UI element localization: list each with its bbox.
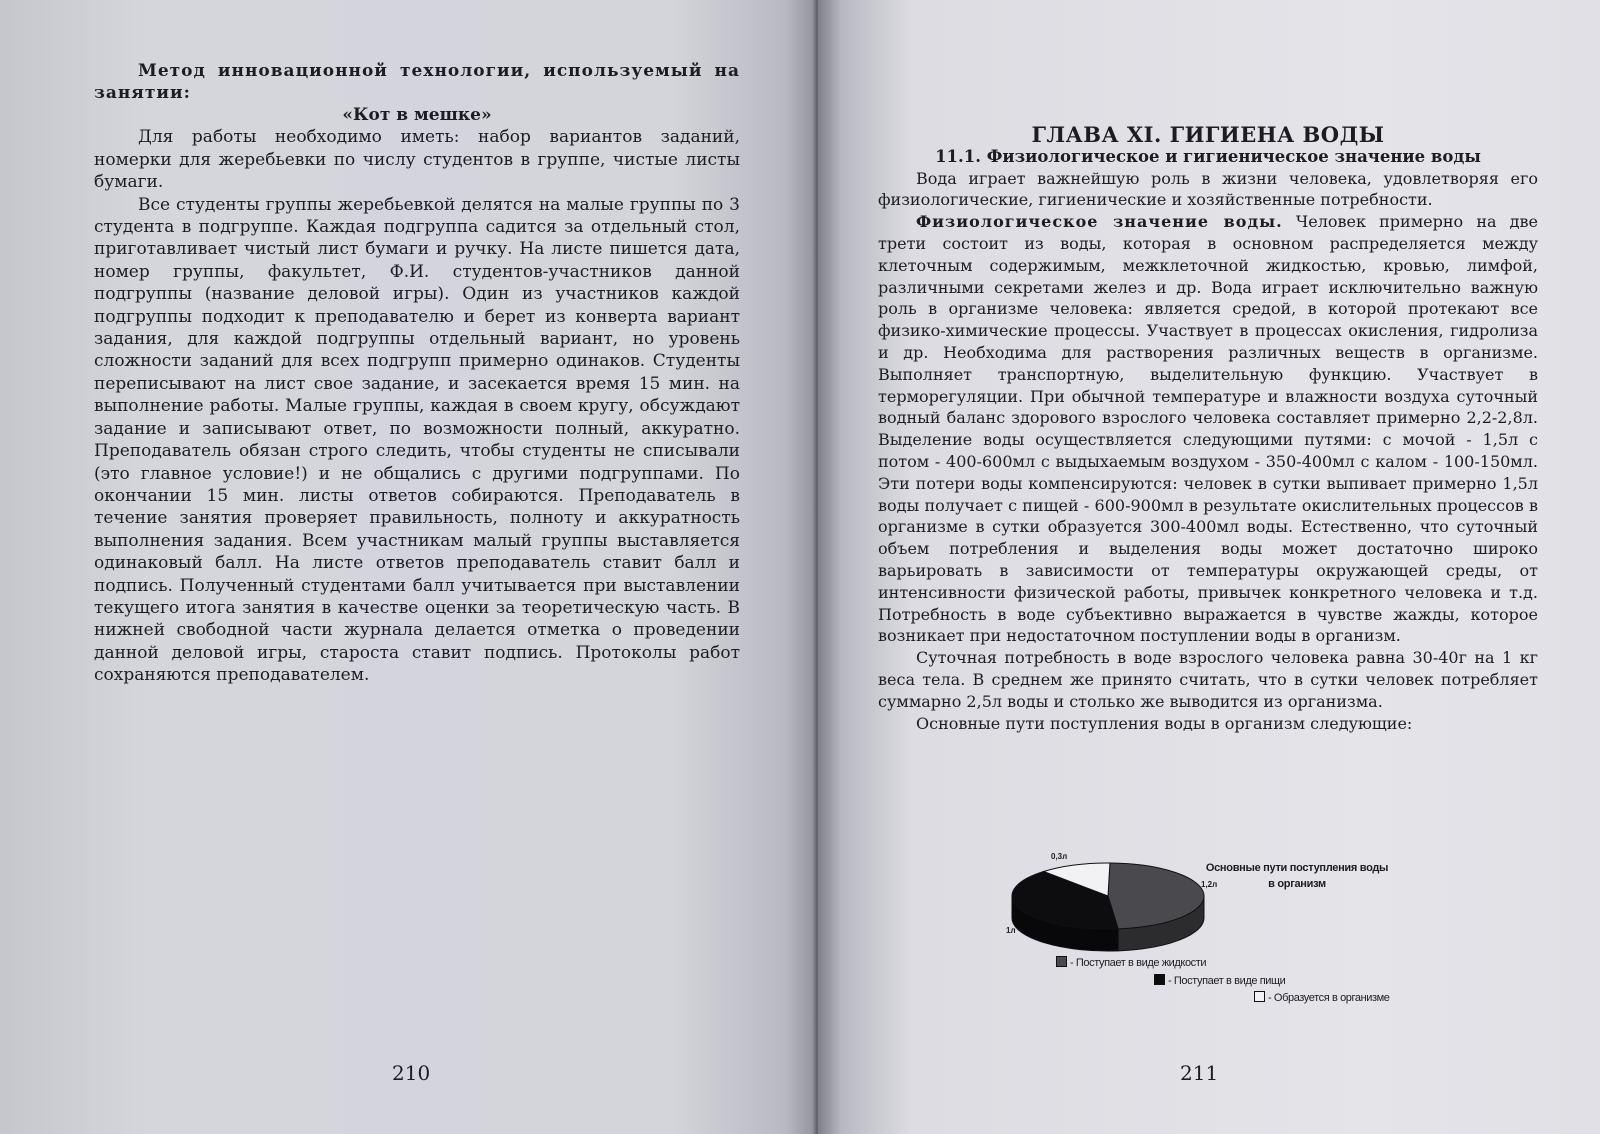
- legend-item: [1154, 974, 1285, 987]
- right-page: [818, 0, 1600, 1134]
- game-title: «Кот в мешке»: [342, 105, 492, 125]
- page-number: 210: [392, 1061, 431, 1085]
- paragraph: Основные пути поступления воды в организм следующие:: [916, 713, 1413, 733]
- paragraph: [878, 211, 1538, 647]
- chart-title: Основные пути поступления воды в организм: [1205, 862, 1389, 890]
- legend-swatch: [1254, 991, 1265, 1002]
- pie-chart: [1006, 852, 1408, 1030]
- section-title: 11.1. Физиологическое и гигиеническое значение воды: [935, 146, 1481, 166]
- data-label: 1,2л: [1201, 880, 1218, 889]
- legend-label: - Поступает в виде пищи: [1168, 975, 1286, 987]
- right-page-text: [878, 124, 1538, 734]
- data-label: 0,3л: [1051, 852, 1068, 861]
- legend-label: - Поступает в виде жидкости: [1070, 957, 1207, 969]
- data-label: 1л: [1006, 926, 1016, 935]
- legend-label: - Образуется в организме: [1268, 992, 1390, 1004]
- page-number: 211: [1180, 1061, 1219, 1085]
- chapter-title: ГЛАВА XI. ГИГИЕНА ВОДЫ: [1031, 122, 1385, 147]
- paragraph: Вода играет важнейшую роль в жизни человека, удовлетворяя его физиологические, гигиенические и хозяйственные потребности.: [878, 168, 1538, 210]
- legend-item: [1056, 956, 1206, 969]
- legend-swatch: [1056, 956, 1067, 967]
- left-page-text: [94, 60, 740, 687]
- method-title: Метод инновационной технологии, используемый на занятии:: [94, 61, 740, 103]
- paragraph: Все студенты группы жеребьевкой делятся на малые группы по 3 студента в подгруппе. Каждая подгруппа садится за отдельный стол, приготавливает чистый лист бумаги и ручку. На листе пишется дата, номер группы, факультет, Ф.И. студентов-участников данной подгруппы (название деловой игры). Один из участников каждой подгруппы подходит к преподавателю и берет из конверта вариант задания, для каждой подгруппы отдельный вариант, но уровень сложности заданий для всех подгрупп примерно одинаков. Студенты переписывают на лист свое задание, и засекается время 15 мин. на выполнение работы. Малые группы, каждая в своем кругу, обсуждают задание и записывают ответ, по возможности полный, аккуратно. Преподаватель обязан строго следить, чтобы студенты не списывали (это главное условие!) и не общались с другими подгруппами. По окончании 15 мин. листы ответов собираются. Преподаватель в течение занятия проверяет правильность, полноту и аккуратность выполнения задания. Всем участникам малый группы выставляется одинаковый балл. На листе ответов преподаватель ставит балл и подпись. Полученный студентами балл учитывается при выставлении текущего итога занятия в качестве оценки за теоретическую часть. В нижней свободной части журнала делается отметка о проведении данной деловой игры, староста ставит подпись. Протоколы работ сохраняются преподавателем.: [94, 194, 740, 686]
- legend-item: [1254, 991, 1390, 1004]
- lead-phrase: Физиологическое значение воды.: [916, 212, 1283, 232]
- paragraph-body: Человек примерно на две трети состоит из воды, которая в основном распределяется между клеточным содержимым, межклеточной жидкостью, кровью, лимфой, различными секретами желез и др. Вода играет исключительно важную роль в организме человека: является средой, в которой протекают все физико-химические процессы. Участвует в процессах окисления, гидролиза и др. Необходима для растворения различных веществ в организме. Выполняет транспортную, выделительную функцию. Участвует в терморегуляции. При обычной температуре и влажности воздуха суточный водный баланс здорового взрослого человека составляет примерно 2,2-2,8л. Выделение воды осуществляется следующими путями: с мочой - 1,5л с потом - 400-600мл с выдыхаемым воздухом - 350-400мл с калом - 100-150мл. Эти потери воды компенсируются: человек в сутки выпивает примерно 1,5л воды получает с пищей - 600-900мл в результате окислительных процессов в организме в сутки образуется 300-400мл воды. Естественно, что суточный объем потребления и выделения воды может достаточно широко варьировать в зависимости от температуры окружающей среды, от интенсивности физической работы, привычек конкретного человека и т.д. Потребность в воде субъективно выражается в чувстве жажды, которое возникает при недостаточном поступлении воды в организм.: [878, 212, 1538, 646]
- paragraph: Для работы необходимо иметь: набор вариантов заданий, номерки для жеребьевки по числу студентов в группе, чистые листы бумаги.: [94, 127, 740, 193]
- paragraph: Суточная потребность в воде взрослого человека равна 30-40г на 1 кг веса тела. В среднем же принято считать, что в сутки человек потребляет суммарно 2,5л воды и столько же выводится из организма.: [878, 648, 1538, 711]
- legend-swatch: [1154, 974, 1165, 985]
- pie-chart-svg: [1008, 860, 1208, 970]
